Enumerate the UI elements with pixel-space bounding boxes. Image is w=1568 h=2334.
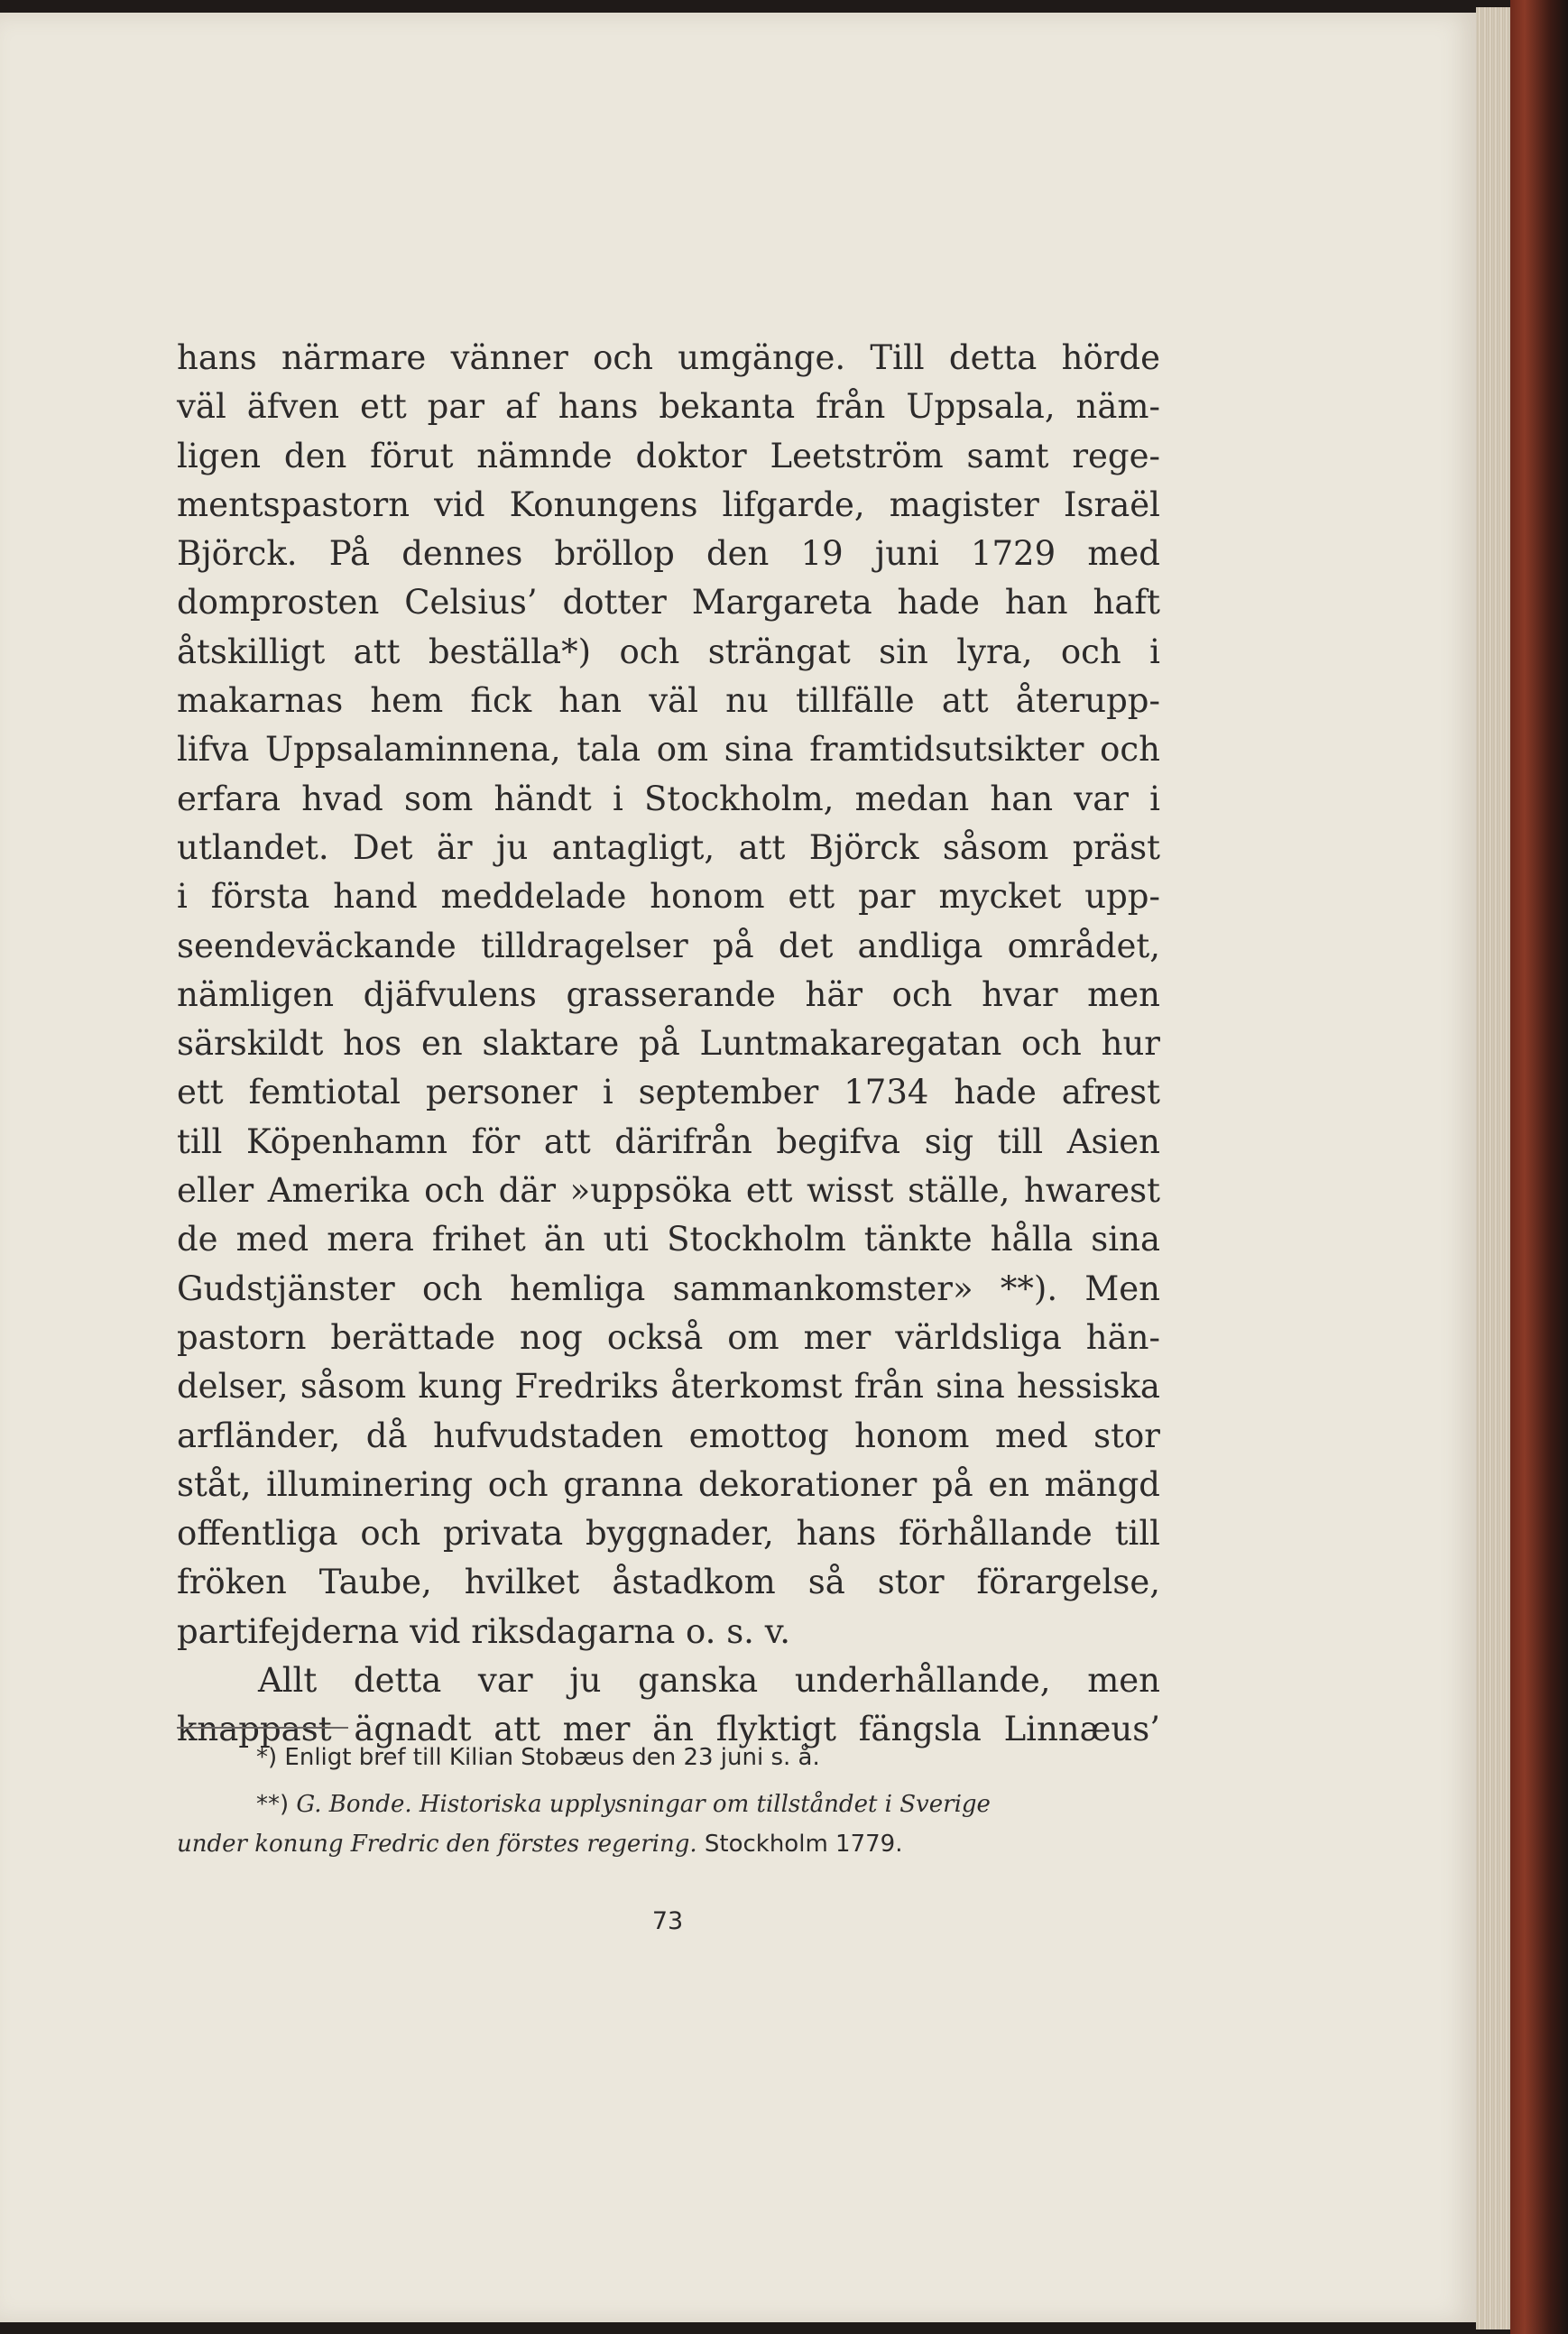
text-line: domprosten Celsius’ dotter Margareta hade han haft xyxy=(177,583,1160,623)
text-line: offentliga och privata byggnader, hans förhållande till xyxy=(177,1514,1160,1554)
body-text xyxy=(177,334,1160,1755)
page-number: 73 xyxy=(651,1907,684,1935)
text-line: arfländer, då hufvudstaden emottog honom med stor xyxy=(177,1416,1160,1455)
text-line: erfara hvad som händt i Stockholm, medan han var i xyxy=(177,779,1160,818)
text-line: partifejderna vid riksdagarna o. s. v. xyxy=(177,1611,790,1651)
text-line: Björck. På dennes bröllop den 19 juni 1729 med xyxy=(177,534,1160,574)
text-line: seendeväckande tilldragelser på det andliga området, xyxy=(177,926,1160,965)
text-line: ett femtiotal personer i september 1734 hade afrest xyxy=(177,1073,1160,1112)
text-line: mentspastorn vid Konungens lifgarde, magister Israël xyxy=(177,484,1160,524)
text-line: utlandet. Det är ju antagligt, att Björck såsom präst xyxy=(177,827,1160,867)
text-line: lifva Uppsalaminnena, tala om sina framtidsutsikter och xyxy=(177,730,1160,770)
footnote-rule xyxy=(177,1727,348,1729)
text-line: knappast ägnadt att mer än flyktigt fängsla Linnæus’ xyxy=(177,1710,1160,1749)
footnote-2-author: G. Bonde. xyxy=(296,1791,412,1818)
footnote-2-continuation xyxy=(177,1824,1160,1864)
footnote-2 xyxy=(177,1785,1160,1824)
text-line: väl äfven ett par af hans bekanta från Uppsala, näm- xyxy=(177,387,1160,427)
book-cover-edge xyxy=(1510,0,1568,2334)
text-line: fröken Taube, hvilket åstadkom så stor förargelse, xyxy=(177,1563,1160,1602)
page-edges xyxy=(1476,7,1510,2329)
text-line: ståt, illuminering och granna dekorationer på en mängd xyxy=(177,1464,1160,1504)
book-page xyxy=(0,13,1476,2322)
text-line: hans närmare vänner och umgänge. Till detta hörde xyxy=(177,338,1160,377)
footnote-2-title: Historiska upplysningar om tillståndet i Sverige xyxy=(419,1791,991,1818)
text-line: nämligen djäfvulens grasserande här och hvar men xyxy=(177,974,1160,1014)
text-line: ligen den förut nämnde doktor Leetström samt rege- xyxy=(177,436,1160,475)
text-line: i första hand meddelade honom ett par mycket upp- xyxy=(177,877,1160,917)
text-line: eller Amerika och där »uppsöka ett wisst ställe, hwarest xyxy=(177,1171,1160,1211)
footnote-2-marker: **) xyxy=(256,1791,290,1818)
text-line: Allt detta var ju ganska underhållande, men xyxy=(258,1661,1160,1701)
footnotes xyxy=(177,1738,1160,1864)
text-line: delser, såsom kung Fredriks återkomst från sina hessiska xyxy=(177,1367,1160,1407)
text-line: pastorn berättade nog också om mer världsliga hän- xyxy=(177,1317,1160,1357)
text-line: till Köpenhamn för att därifrån begifva sig till Asien xyxy=(177,1121,1160,1161)
footnote-2-title-cont: under konung Fredric den förstes regering. xyxy=(177,1831,697,1858)
text-line: Gudstjänster och hemliga sammankomster» **). Men xyxy=(177,1268,1160,1308)
text-line: särskildt hos en slaktare på Luntmakaregatan och hur xyxy=(177,1024,1160,1064)
text-line: åtskilligt att beställa*) och strängat sin lyra, och i xyxy=(177,632,1160,671)
footnote-2-place-year: Stockholm 1779. xyxy=(704,1831,903,1858)
text-line: makarnas hem fick han väl nu tillfälle att återupp- xyxy=(177,681,1160,721)
footnote-1: *) Enligt bref till Kilian Stobæus den 23 juni s. å. xyxy=(256,1744,820,1771)
text-line: de med mera frihet än uti Stockholm tänkte hålla sina xyxy=(177,1220,1160,1259)
